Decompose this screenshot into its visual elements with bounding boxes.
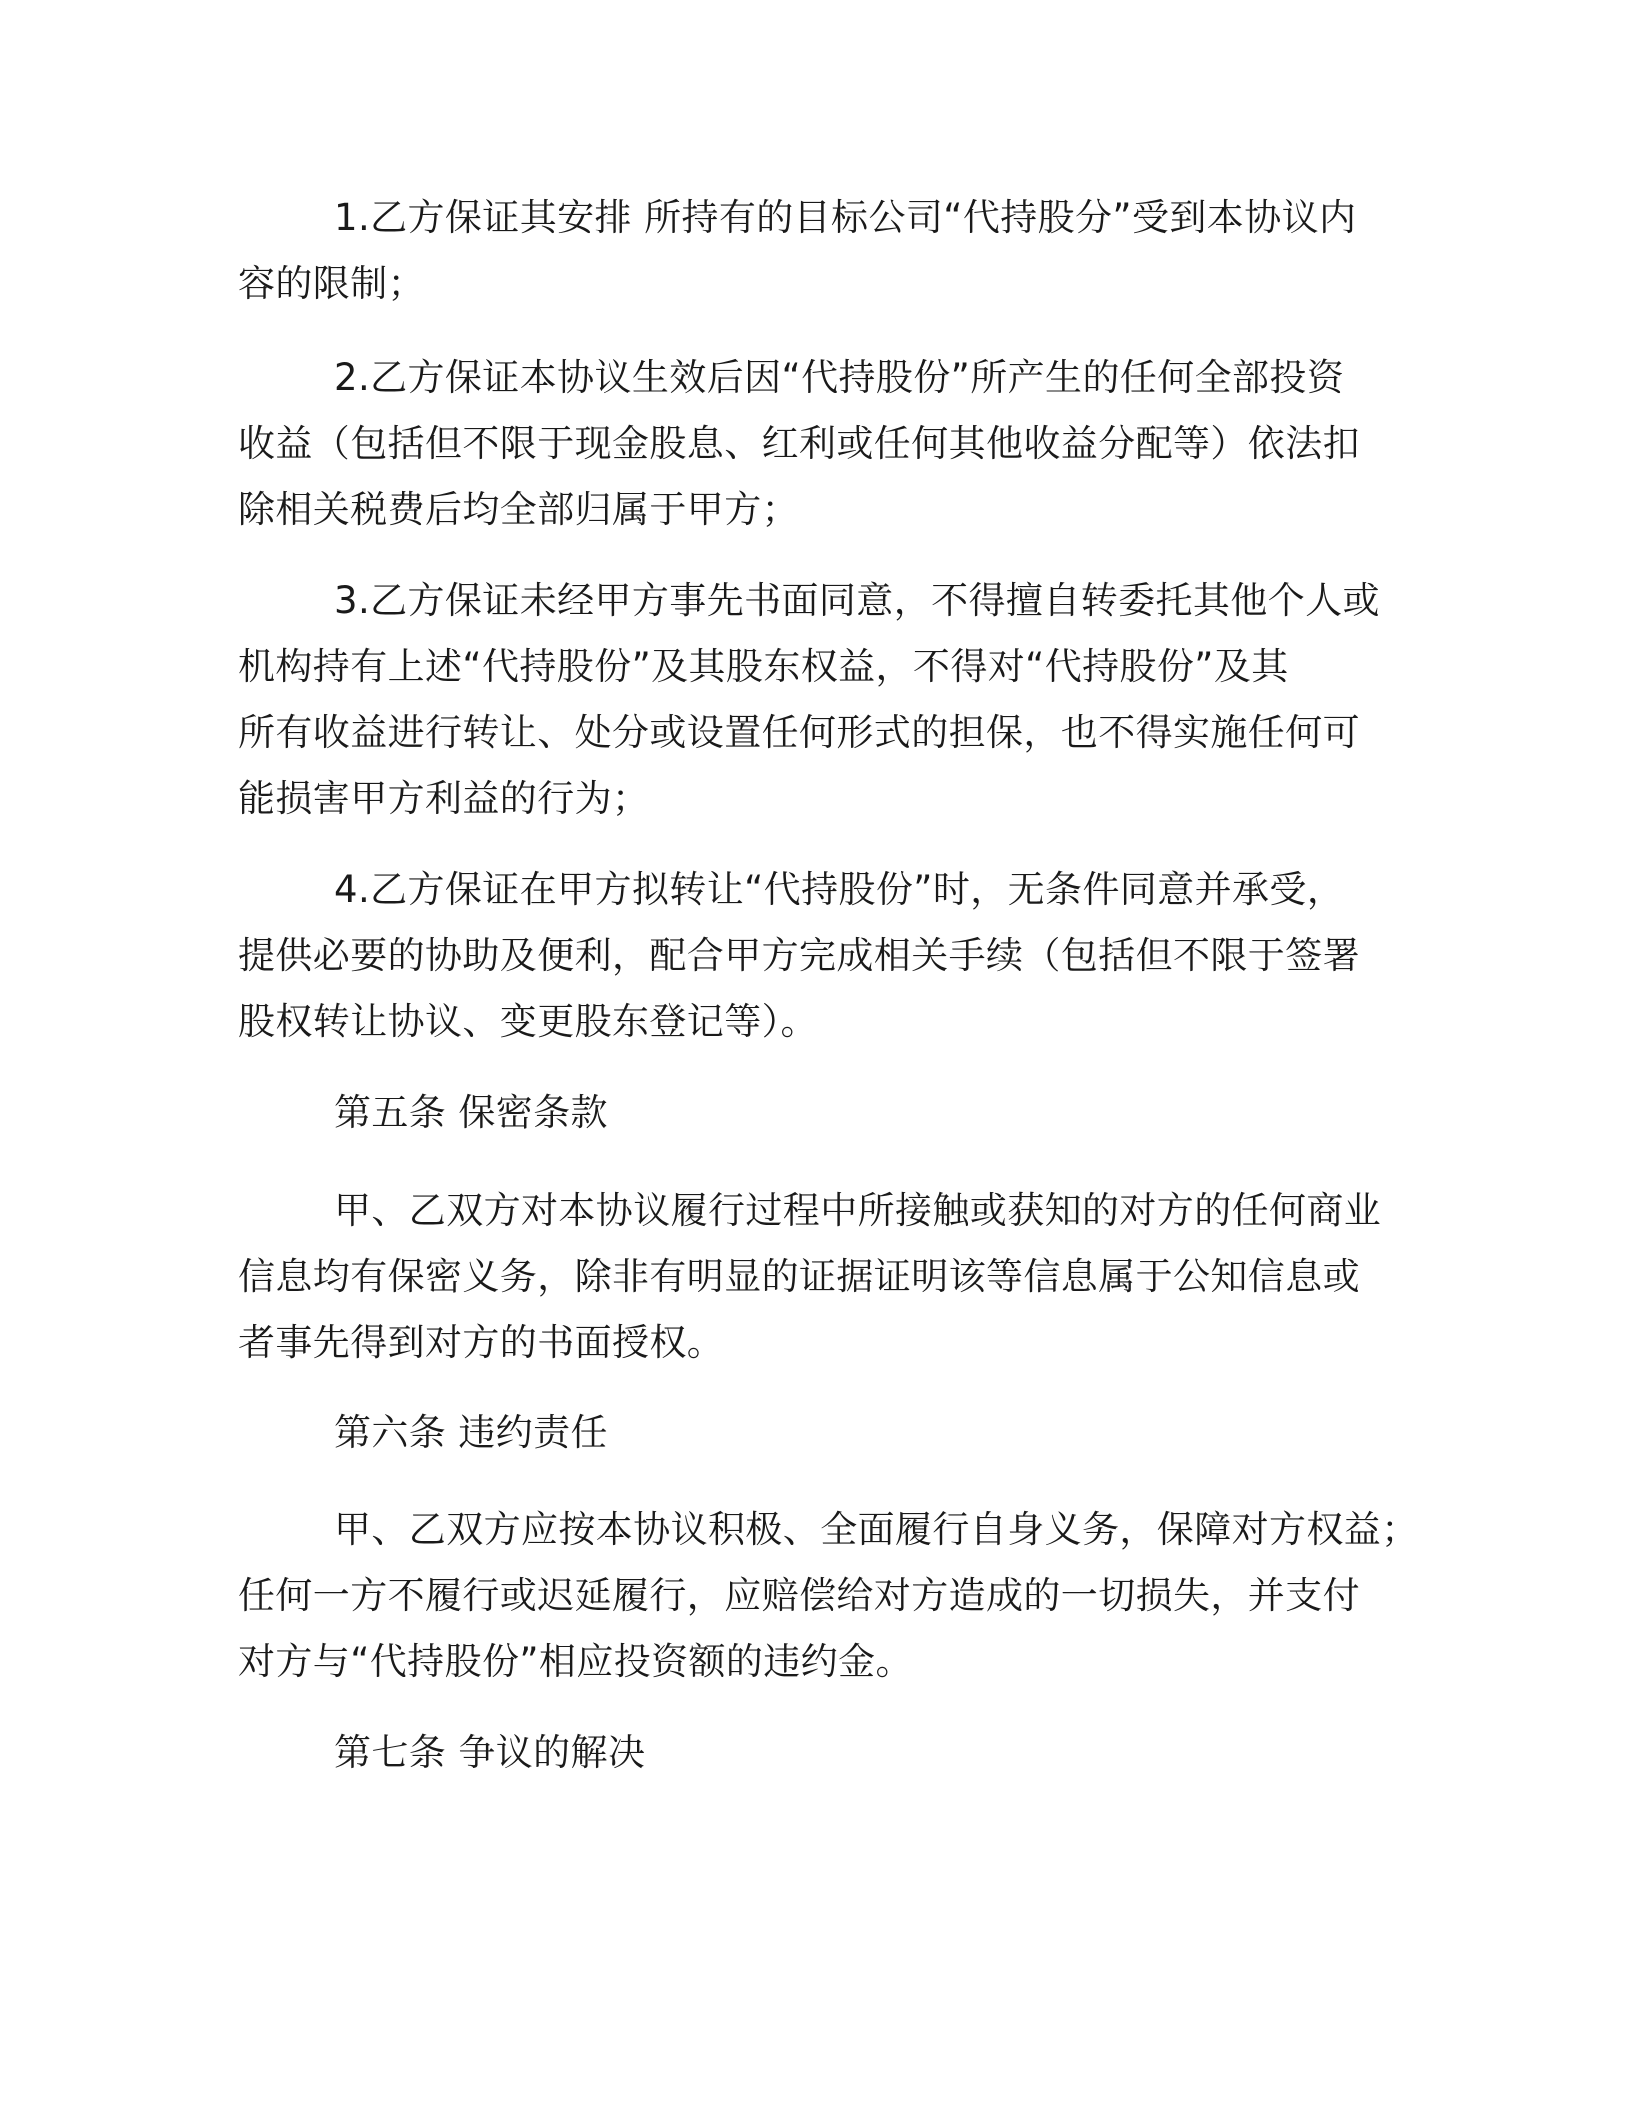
paragraph-line: 容的限制； (238, 262, 425, 305)
section-heading-5 (238, 1080, 1398, 1146)
paragraph-clause-3 (238, 568, 1398, 832)
paragraph-line: 任何一方不履行或迟延履行，应赔偿给对方造成的一切损失，并支付 (238, 1574, 1360, 1617)
paragraph-line: 除相关税费后均全部归属于甲方； (238, 488, 799, 531)
paragraph-liability (238, 1497, 1419, 1695)
paragraph-line: 3.乙方保证未经甲方事先书面同意，不得擅自转委托其他个人或 (334, 579, 1380, 622)
paragraph-line: 收益（包括但不限于现金股息、红利或任何其他收益分配等）依法扣 (238, 422, 1360, 465)
paragraph-line: 者事先得到对方的书面授权。 (238, 1321, 725, 1364)
paragraph-clause-1 (238, 185, 1398, 317)
paragraph-line: 1.乙方保证其安排 所持有的目标公司“代持股分”受到本协议内 (334, 196, 1357, 239)
paragraph-line: 机构持有上述“代持股份”及其股东权益，不得对“代持股份”及其 (238, 645, 1289, 688)
paragraph-line: 甲、乙双方对本协议履行过程中所接触或获知的对方的任何商业 (334, 1189, 1382, 1232)
paragraph-line: 所有收益进行转让、处分或设置任何形式的担保，也不得实施任何可 (238, 711, 1360, 754)
section-heading: 第七条 争议的解决 (334, 1731, 646, 1774)
paragraph-line: 能损害甲方利益的行为； (238, 777, 650, 820)
paragraph-confidentiality (238, 1178, 1398, 1376)
paragraph-line: 4.乙方保证在甲方拟转让“代持股份”时，无条件同意并承受， (334, 868, 1345, 911)
paragraph-line: 2.乙方保证本协议生效后因“代持股份”所产生的任何全部投资 (334, 356, 1345, 399)
paragraph-line: 对方与“代持股份”相应投资额的违约金。 (238, 1640, 913, 1683)
paragraph-line: 提供必要的协助及便利，配合甲方完成相关手续（包括但不限于签署 (238, 934, 1360, 977)
section-heading: 第五条 保密条款 (334, 1091, 608, 1134)
section-heading: 第六条 违约责任 (334, 1411, 608, 1454)
paragraph-clause-4 (238, 857, 1398, 1055)
section-heading-7 (238, 1720, 1398, 1786)
paragraph-line: 信息均有保密义务，除非有明显的证据证明该等信息属于公知信息或 (238, 1255, 1360, 1298)
paragraph-line: 股权转让协议、变更股东登记等）。 (238, 1000, 818, 1043)
paragraph-clause-2 (238, 345, 1398, 543)
section-heading-6 (238, 1400, 1398, 1466)
paragraph-line: 甲、乙双方应按本协议积极、全面履行自身义务，保障对方权益； (334, 1508, 1419, 1551)
